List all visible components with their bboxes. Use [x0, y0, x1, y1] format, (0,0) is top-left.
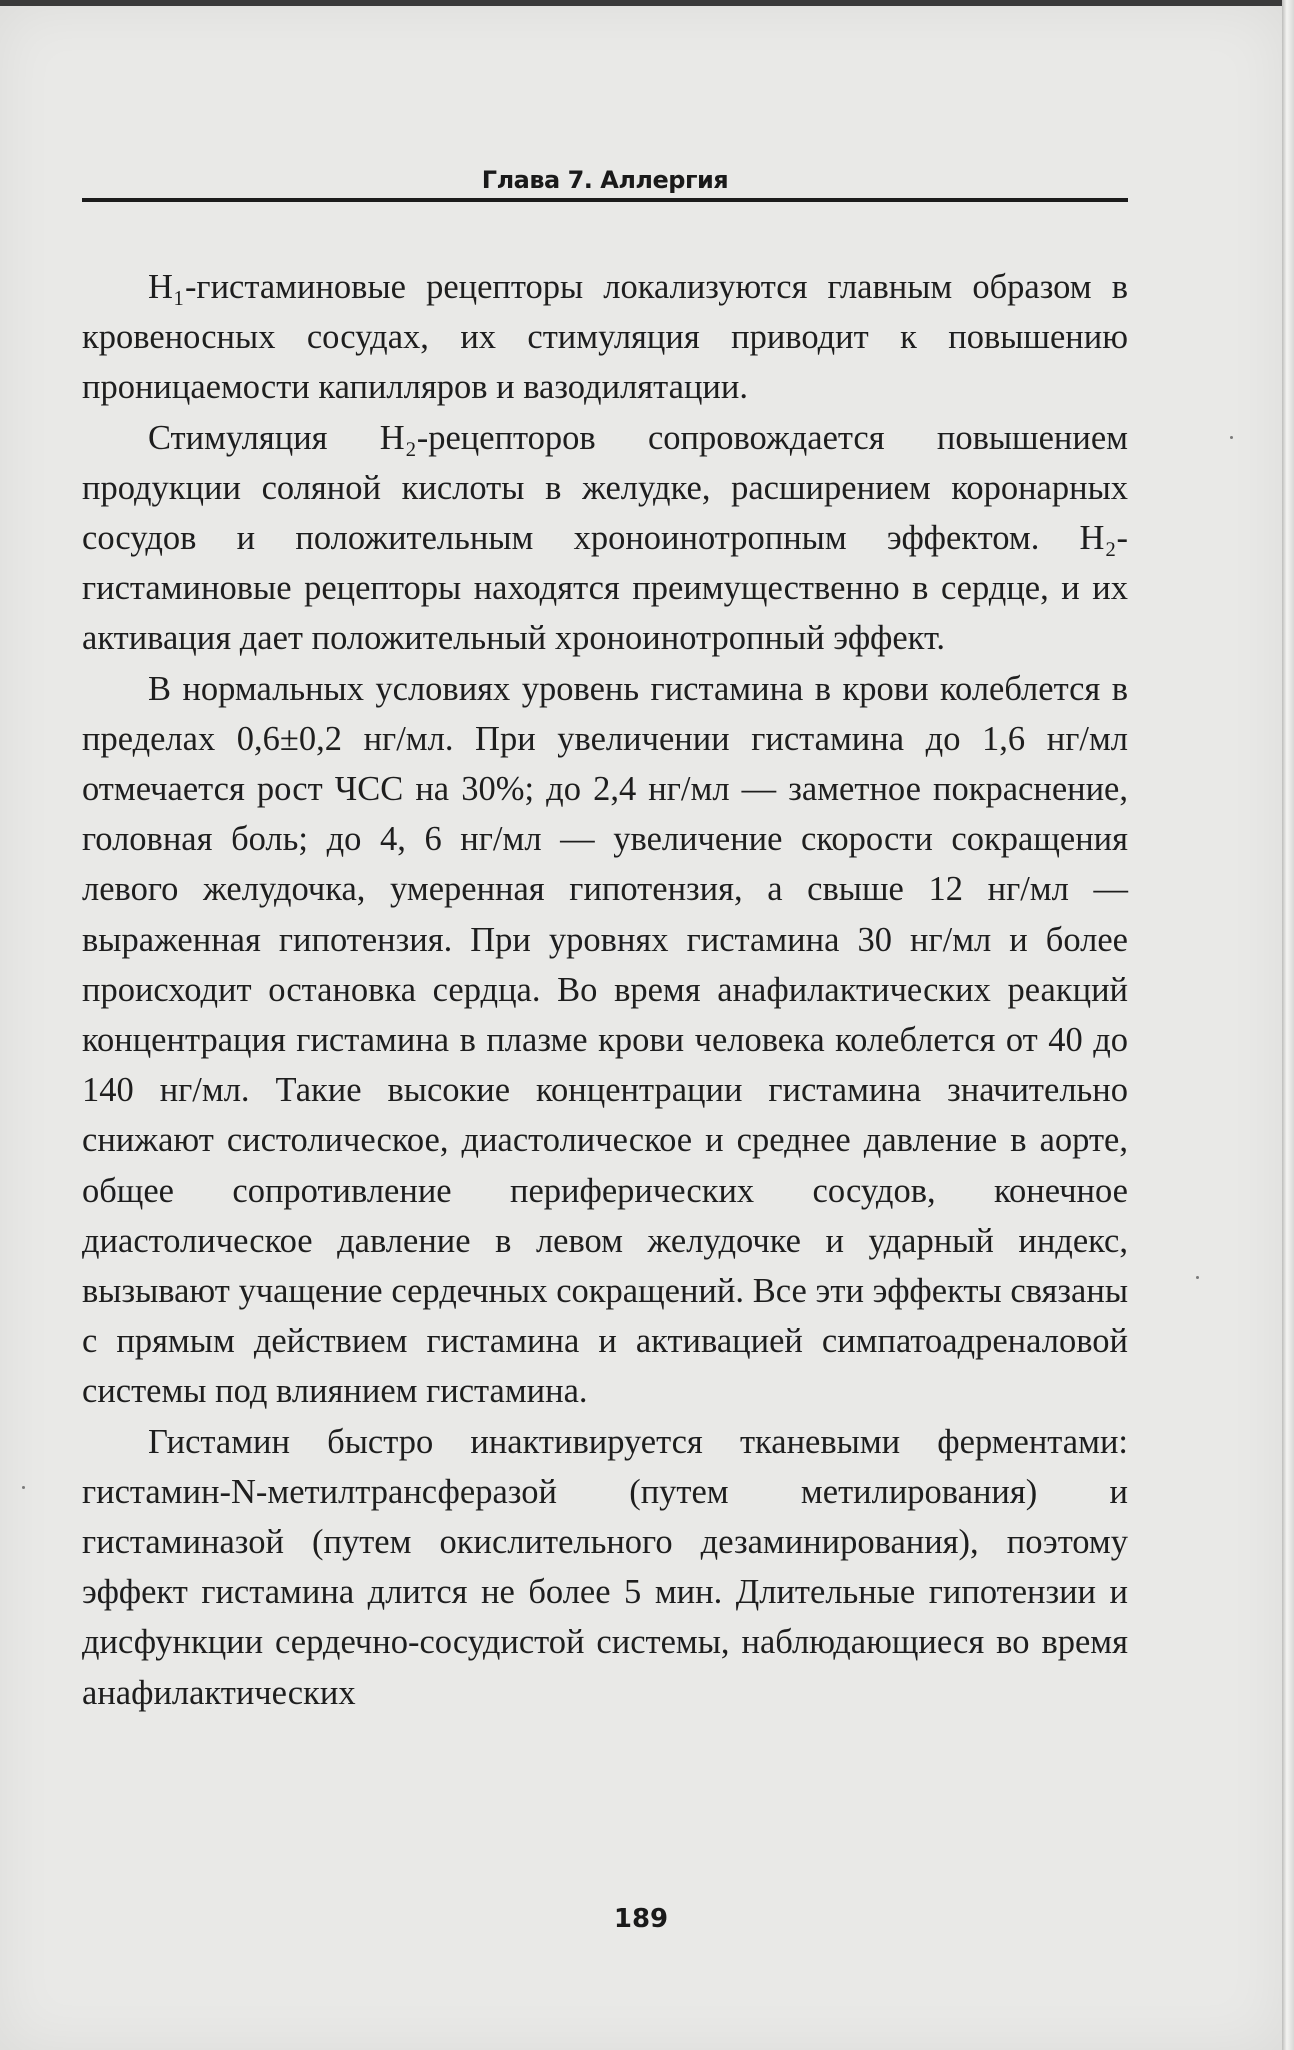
book-page [0, 6, 1282, 2050]
paragraph: Стимуляция H₂-рецепторов сопровождается повышением продукции соляной кислоты в желудке, расширением коронарных сосудов и положительным хроноинотропным эффектом. H₂-гистаминовые рецепторы находятся преимущественно в сердце, и их активация дает положительный хроноинотропный эффект. [82, 418, 1128, 658]
scan-speck [1196, 1276, 1199, 1279]
paragraph: H₁-гистаминовые рецепторы локализуются главным образом в кровеносных сосудах, их стимуляция приводит к повышению проницаемости капилляров и вазодилятации. [82, 268, 1128, 407]
page-edge [1282, 0, 1294, 2050]
page-number: 189 [613, 1904, 669, 1934]
body-text [82, 262, 1128, 1718]
scan-speck [22, 1486, 25, 1489]
scan-speck [1230, 436, 1233, 439]
running-title: Глава 7. Аллергия [481, 166, 729, 194]
page-header [82, 166, 1128, 202]
header-rule [82, 198, 1128, 202]
paragraph: Гистамин быстро инактивируется тканевыми ферментами: гистамин-N-метилтрансферазой (путем метилирования) и гистаминазой (путем окислительного дезаминирования), поэтому эффект гистамина длится не более 5 мин. Длительные гипотензии и дисфункции сердечно-сосудистой системы, наблюдающиеся во время анафилактических [82, 1422, 1128, 1712]
paragraph: В нормальных условиях уровень гистамина в крови колеблется в пределах 0,6±0,2 нг/мл. При увеличении гистамина до 1,6 нг/мл отмечается рост ЧСС на 30%; до 2,4 нг/мл — заметное покраснение, головная боль; до 4, 6 нг/мл — увеличение скорости сокращения левого желудочка, умеренная гипотензия, а свыше 12 нг/мл — выраженная гипотензия. При уровнях гистамина 30 нг/мл и более происходит остановка сердца. Во время анафилактических реакций концентрация гистамина в плазме крови человека колеблется от 40 до 140 нг/мл. Такие высокие концентрации гистамина значительно снижают систолическое, диастолическое и среднее давление в аорте, общее сопротивление периферических сосудов, конечное диастолическое давление в левом желудочке и ударный индекс, вызывают учащение сердечных сокращений. Все эти эффекты связаны с прямым действием гистамина и активацией симпатоадреналовой системы под влиянием гистамина. [82, 669, 1128, 1411]
